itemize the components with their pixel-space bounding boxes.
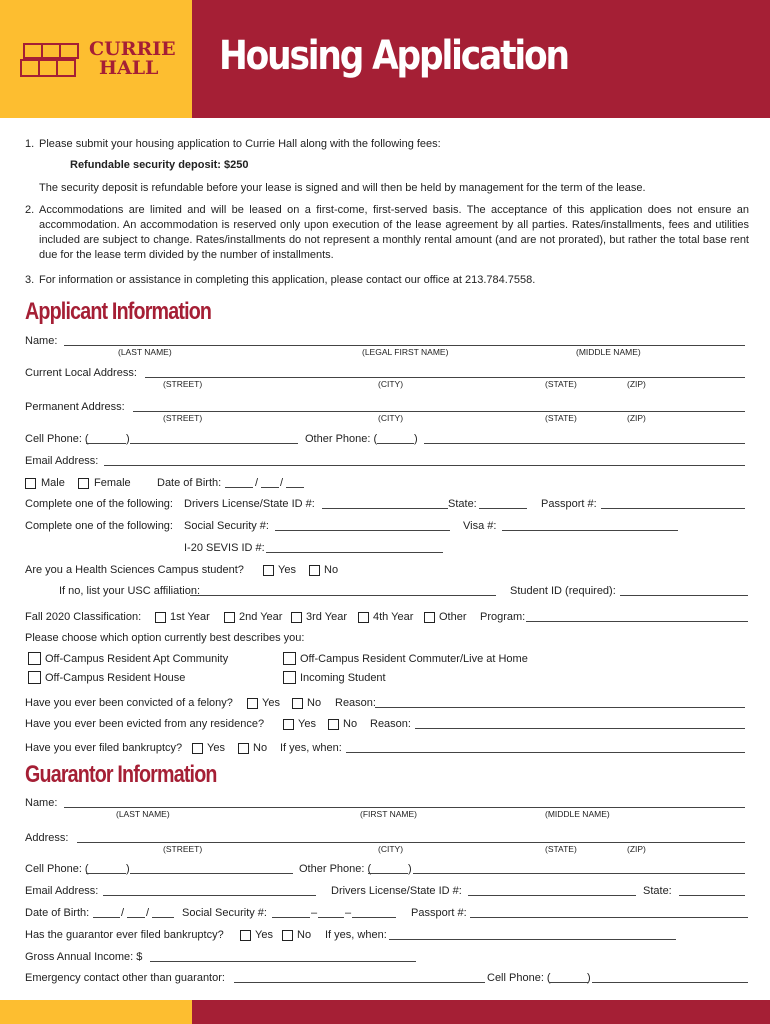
city-caption: (CITY) (378, 844, 404, 854)
third-year-label: 3rd Year (306, 611, 347, 623)
list-number-1: 1. (25, 138, 35, 150)
state-caption: (STATE) (545, 379, 577, 389)
no-label: No (343, 718, 358, 730)
email-field[interactable] (103, 895, 316, 896)
dob-day-field[interactable] (261, 487, 279, 488)
yes-label: Yes (298, 718, 316, 730)
program-label: Program: (480, 611, 526, 623)
ssn-part3-field[interactable] (352, 917, 396, 918)
felony-reason-field[interactable] (375, 707, 745, 708)
usc-affiliation-field[interactable] (190, 595, 496, 596)
passport-label: Passport #: (541, 498, 597, 510)
footer-gold-bar (0, 1000, 192, 1024)
cell-area-code-field[interactable] (86, 443, 126, 444)
other-area-code-field[interactable] (377, 443, 414, 444)
female-checkbox[interactable] (78, 478, 89, 489)
dob-slash: / (280, 477, 284, 489)
permanent-address-label: Permanent Address: (25, 401, 125, 413)
deposit-amount: Refundable security deposit: $250 (70, 159, 249, 171)
commuter-checkbox[interactable] (283, 652, 296, 665)
reason-label: Reason: (370, 718, 411, 730)
g-bankrupt-yes-checkbox[interactable] (240, 930, 251, 941)
fourth-year-label: 4th Year (373, 611, 414, 623)
building-logo-icon (20, 42, 84, 78)
state-caption: (STATE) (545, 844, 577, 854)
zip-caption: (ZIP) (627, 413, 646, 423)
paren-close: ) (408, 863, 412, 875)
ssn-dash: – (345, 907, 352, 919)
classification-label: Fall 2020 Classification: (25, 611, 142, 623)
first-name-caption: (LEGAL FIRST NAME) (362, 347, 449, 357)
apt-community-checkbox[interactable] (28, 652, 41, 665)
no-label: No (307, 697, 322, 709)
yes-label: Yes (278, 564, 296, 576)
evicted-yes-checkbox[interactable] (283, 719, 294, 730)
second-year-checkbox[interactable] (224, 612, 235, 623)
drivers-license-field[interactable] (468, 895, 636, 896)
dob-year-field[interactable] (286, 487, 304, 488)
g-bankruptcy-when-field[interactable] (389, 939, 676, 940)
reason-label: Reason: (335, 697, 376, 709)
name-label: Name: (25, 335, 58, 347)
paren-close: ) (126, 863, 130, 875)
permanent-address-field[interactable] (133, 411, 745, 412)
last-name-caption: (LAST NAME) (118, 347, 172, 357)
bankruptcy-when-field[interactable] (346, 752, 745, 753)
bankruptcy-question: Have you ever filed bankruptcy? (25, 742, 183, 754)
other-phone-label: Other Phone: ( (299, 863, 372, 875)
local-address-field[interactable] (145, 377, 745, 378)
cell-phone-label: Cell Phone: ( (25, 433, 89, 445)
income-label: Gross Annual Income: $ (25, 951, 143, 963)
emergency-contact-label: Emergency contact other than guarantor: (25, 972, 225, 984)
bankrupt-no-checkbox[interactable] (238, 743, 249, 754)
visa-field[interactable] (502, 530, 678, 531)
footer-red-bar (192, 1000, 770, 1024)
usc-affiliation-label: If no, list your USC affiliation: (59, 585, 201, 597)
apt-community-label: Off-Campus Resident Apt Community (45, 653, 229, 665)
dob-slash: / (255, 477, 259, 489)
felony-no-checkbox[interactable] (292, 698, 303, 709)
cell-area-code-field[interactable] (86, 873, 126, 874)
dob-slash: / (121, 907, 125, 919)
other-class-checkbox[interactable] (424, 612, 435, 623)
drivers-license-field[interactable] (322, 508, 448, 509)
street-caption: (STREET) (163, 844, 203, 854)
other-phone-field[interactable] (413, 873, 745, 874)
dob-label: Date of Birth: (25, 907, 90, 919)
other-phone-label: Other Phone: ( (305, 433, 378, 445)
guarantor-address-field[interactable] (77, 842, 745, 843)
first-year-checkbox[interactable] (155, 612, 166, 623)
if-yes-when-label: If yes, when: (280, 742, 342, 754)
dob-slash: / (146, 907, 150, 919)
choose-option-label: Please choose which option currently best describes you: (25, 632, 305, 644)
no-label: No (253, 742, 268, 754)
address-label: Address: (25, 832, 69, 844)
cell-phone-label: Cell Phone: ( (25, 863, 89, 875)
eviction-question: Have you ever been evicted from any residence? (25, 718, 265, 730)
other-class-label: Other (439, 611, 467, 623)
student-id-label: Student ID (required): (510, 585, 616, 597)
passport-field[interactable] (601, 508, 745, 509)
dob-label: Date of Birth: (157, 477, 222, 489)
sevis-label: I-20 SEVIS ID #: (184, 542, 265, 554)
cell-phone-field[interactable] (130, 443, 298, 444)
ssn-label: Social Security #: (184, 520, 269, 532)
visa-label: Visa #: (463, 520, 497, 532)
emergency-cell-label: Cell Phone: ( (487, 972, 551, 984)
commuter-label: Off-Campus Resident Commuter/Live at Home (300, 653, 528, 665)
dob-month-field[interactable] (93, 917, 120, 918)
email-label: Email Address: (25, 455, 99, 467)
yes-label: Yes (262, 697, 280, 709)
street-caption: (STREET) (163, 379, 203, 389)
guarantor-bankruptcy-question: Has the guarantor ever filed bankruptcy? (25, 929, 224, 941)
zip-caption: (ZIP) (627, 844, 646, 854)
guarantor-name-field[interactable] (64, 807, 745, 808)
male-label: Male (41, 477, 65, 489)
income-field[interactable] (150, 961, 416, 962)
passport-field[interactable] (470, 917, 748, 918)
guarantor-heading: Guarantor Information (25, 761, 217, 788)
intro-item-2: Accommodations are limited and will be leased on a first-come, first-served basis. The acceptance of this application does not ensure an accommodation. An accommodation is reserved only upon execution of the lease agreement by all parties. Rates/installments, fees and utilities included are subject to change. Rates/installments do not represent a monthly rental amount (and are not prorated), but rather the total base rent due for the lease term divided by the number of installments. (39, 204, 749, 261)
email-label: Email Address: (25, 885, 99, 897)
dl-state-field[interactable] (479, 508, 527, 509)
city-caption: (CITY) (378, 379, 404, 389)
incoming-student-checkbox[interactable] (283, 671, 296, 684)
logo-line1: CURRIE (89, 38, 176, 60)
dob-year-field[interactable] (152, 917, 174, 918)
program-field[interactable] (526, 621, 748, 622)
eviction-reason-field[interactable] (415, 728, 745, 729)
zip-caption: (ZIP) (627, 379, 646, 389)
dob-day-field[interactable] (127, 917, 145, 918)
other-phone-field[interactable] (424, 443, 745, 444)
third-year-checkbox[interactable] (291, 612, 302, 623)
ssn-label: Social Security #: (182, 907, 267, 919)
emergency-phone-field[interactable] (592, 982, 748, 983)
drivers-license-label: Drivers License/State ID #: (331, 885, 462, 897)
cell-phone-field[interactable] (130, 873, 293, 874)
paren-close: ) (414, 433, 418, 445)
no-label: No (297, 929, 312, 941)
name-label: Name: (25, 797, 58, 809)
yes-label: Yes (207, 742, 225, 754)
resident-house-checkbox[interactable] (28, 671, 41, 684)
incoming-student-label: Incoming Student (300, 672, 386, 684)
hsc-question: Are you a Health Sciences Campus student? (25, 564, 244, 576)
first-name-caption: (FIRST NAME) (360, 809, 417, 819)
emergency-contact-field[interactable] (234, 982, 485, 983)
applicant-heading: Applicant Information (25, 298, 212, 325)
deposit-note: The security deposit is refundable before your lease is signed and will then be held by management for the term of the lease. (39, 182, 646, 194)
male-checkbox[interactable] (25, 478, 36, 489)
first-year-label: 1st Year (170, 611, 210, 623)
ssn-field[interactable] (275, 530, 450, 531)
drivers-license-label: Drivers License/State ID #: (184, 498, 315, 510)
passport-label: Passport #: (411, 907, 467, 919)
felony-yes-checkbox[interactable] (247, 698, 258, 709)
list-number-2: 2. (25, 204, 35, 216)
dl-state-field[interactable] (679, 895, 745, 896)
last-name-caption: (LAST NAME) (116, 809, 170, 819)
g-bankrupt-no-checkbox[interactable] (282, 930, 293, 941)
logo-line2: HALL (99, 57, 159, 79)
no-label: No (324, 564, 339, 576)
fourth-year-checkbox[interactable] (358, 612, 369, 623)
email-field[interactable] (104, 465, 745, 466)
if-yes-when-label: If yes, when: (325, 929, 387, 941)
hsc-no-checkbox[interactable] (309, 565, 320, 576)
emergency-area-code-field[interactable] (549, 982, 588, 983)
female-label: Female (94, 477, 131, 489)
logo (89, 40, 176, 78)
sevis-field[interactable] (266, 552, 443, 553)
street-caption: (STREET) (163, 413, 203, 423)
paren-close: ) (126, 433, 130, 445)
student-id-field[interactable] (620, 595, 748, 596)
dl-state-label: State: (448, 498, 477, 510)
yes-label: Yes (255, 929, 273, 941)
middle-name-caption: (MIDDLE NAME) (576, 347, 641, 357)
evicted-no-checkbox[interactable] (328, 719, 339, 730)
applicant-name-field[interactable] (64, 345, 745, 346)
other-area-code-field[interactable] (368, 873, 408, 874)
ssn-part1-field[interactable] (272, 917, 310, 918)
intro-item-1: Please submit your housing application to Currie Hall along with the following fees: (39, 138, 441, 150)
resident-house-label: Off-Campus Resident House (45, 672, 186, 684)
complete-one-label: Complete one of the following: (25, 498, 173, 510)
dob-month-field[interactable] (225, 487, 253, 488)
state-caption: (STATE) (545, 413, 577, 423)
paren-close: ) (587, 972, 591, 984)
second-year-label: 2nd Year (239, 611, 283, 623)
ssn-part2-field[interactable] (318, 917, 344, 918)
list-number-3: 3. (25, 274, 35, 286)
page-title: Housing Application (219, 33, 568, 79)
bankrupt-yes-checkbox[interactable] (192, 743, 203, 754)
hsc-yes-checkbox[interactable] (263, 565, 274, 576)
complete-one-label: Complete one of the following: (25, 520, 173, 532)
city-caption: (CITY) (378, 413, 404, 423)
dl-state-label: State: (643, 885, 672, 897)
middle-name-caption: (MIDDLE NAME) (545, 809, 610, 819)
ssn-dash: – (311, 907, 318, 919)
felony-question: Have you ever been convicted of a felony? (25, 697, 233, 709)
intro-item-3: For information or assistance in completing this application, please contact our office at 213.784.7558. (39, 274, 536, 286)
local-address-label: Current Local Address: (25, 367, 137, 379)
